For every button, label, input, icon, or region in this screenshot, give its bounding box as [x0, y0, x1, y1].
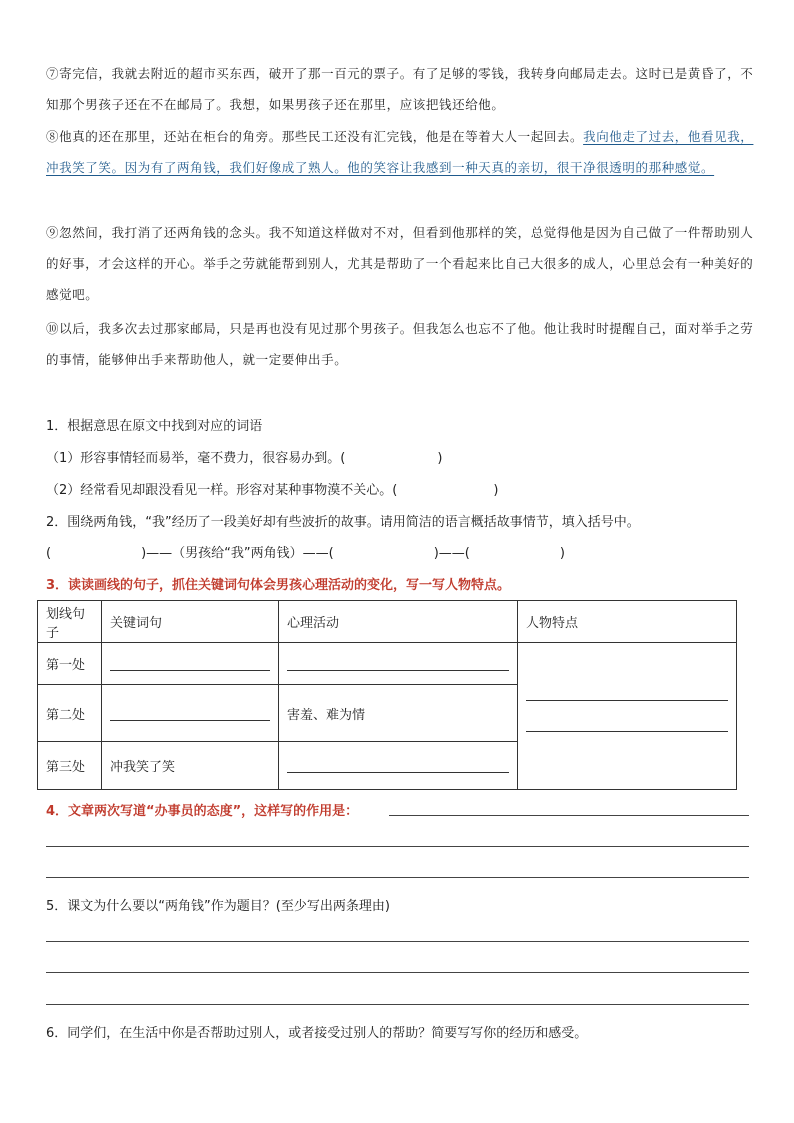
answer-blank[interactable]	[110, 706, 270, 721]
table-header: 划线句子	[38, 601, 102, 643]
row-label: 第一处	[38, 643, 102, 685]
answer-blank[interactable]	[526, 731, 728, 732]
paragraph-7: ⑦寄完信，我就去附近的超市买东西，破开了那一百元的票子。有了足够的零钱，我转身向邮局走去。这时已是黄昏了，不知那个男孩子还在不在邮局了。我想，如果男孩子还在那里，应该把钱还给他。	[46, 66, 754, 112]
question-1a: （1）形容事情轻而易举，毫不费力，很容易办到。( )	[46, 451, 443, 466]
row-label: 第二处	[38, 685, 102, 742]
mental-cell[interactable]	[279, 643, 518, 685]
answer-line[interactable]	[46, 941, 749, 942]
answer-line[interactable]	[46, 972, 749, 973]
answer-blank[interactable]	[526, 700, 728, 701]
underlined-sentence: 我向他走了过去，他看见我，冲我笑了笑。因为有了两角钱，我们好像成了熟人。他的笑容让我感到一种天真的亲切，很干净很透明的那种感觉。	[46, 129, 754, 175]
answer-line[interactable]	[46, 846, 749, 847]
paragraph-10: ⑩以后，我多次去过那家邮局，只是再也没有见过那个男孩子。但我怎么也忘不了他。他让我时时提醒自己，面对举手之劳的事情，能够伸出手来帮助他人，就一定要伸出手。	[46, 321, 754, 367]
question-2-title: 2．围绕两角钱，“我”经历了一段美好却有些波折的故事。请用简洁的语言概括故事情节，填入括号中。	[46, 515, 640, 530]
question-1b: （2）经常看见却跟没看见一样。形容对某种事物漠不关心。( )	[46, 483, 499, 498]
keyword-cell[interactable]	[102, 685, 279, 742]
keyword-cell[interactable]	[102, 643, 279, 685]
mental-cell: 害羞、难为情	[279, 685, 518, 742]
table-header: 人物特点	[518, 601, 737, 643]
answer-blank[interactable]	[287, 656, 509, 671]
table-row	[38, 643, 737, 685]
question-6-title: 6．同学们，在生活中你是否帮助过别人，或者接受过别人的帮助？简要写写你的经历和感受。	[46, 1026, 588, 1041]
question-1-title: 1．根据意思在原文中找到对应的词语	[46, 419, 263, 434]
question-2-answer-line: ( )——（男孩给“我”两角钱）——( )——( )	[46, 546, 565, 561]
answer-blank[interactable]	[110, 656, 270, 671]
table-header: 心理活动	[279, 601, 518, 643]
analysis-table	[37, 600, 737, 790]
answer-blank[interactable]	[287, 758, 509, 773]
answer-line[interactable]	[389, 815, 749, 816]
question-5-title: 5．课文为什么要以“两角钱”作为题目？(至少写出两条理由)	[46, 899, 390, 914]
paragraph-9: ⑨忽然间，我打消了还两角钱的念头。我不知道这样做对不对，但看到他那样的笑，总觉得他是因为自己做了一件帮助别人的好事，才会这样的开心。举手之劳就能帮到别人，尤其是帮助了一个看起来比自己大很多的成人，心里总会有一种美好的感觉吧。	[46, 225, 754, 302]
mental-cell[interactable]	[279, 742, 518, 790]
row-label: 第三处	[38, 742, 102, 790]
keyword-cell: 冲我笑了笑	[102, 742, 279, 790]
character-trait-cell[interactable]	[518, 643, 737, 790]
question-3-title: 3．读读画线的句子，抓住关键词句体会男孩心理活动的变化，写一写人物特点。	[46, 578, 511, 593]
answer-line[interactable]	[46, 877, 749, 878]
table-header: 关键词句	[102, 601, 279, 643]
table-header-row	[38, 601, 737, 643]
paragraph-8	[46, 121, 758, 183]
answer-line[interactable]	[46, 1004, 749, 1005]
paragraph-8-text: ⑧他真的还在那里，还站在柜台的角旁。那些民工还没有汇完钱，他是在等着大人一起回去。	[46, 129, 584, 144]
question-4-title: 4．文章两次写道“办事员的态度”，这样写的作用是：	[46, 804, 359, 819]
